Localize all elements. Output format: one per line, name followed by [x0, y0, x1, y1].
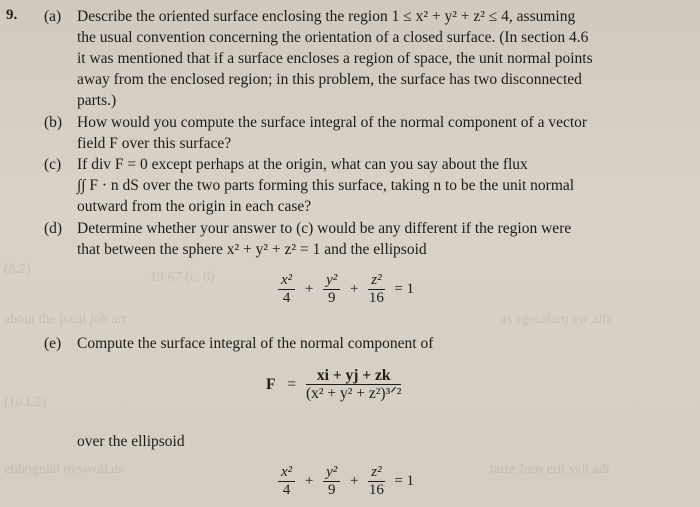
- equals-one: = 1: [394, 281, 415, 297]
- part-c-line: outward from the origin in each case?: [77, 198, 312, 215]
- plus-sign: +: [304, 281, 314, 297]
- ellipsoid-numerator: y²: [323, 272, 340, 290]
- field-denominator: (x² + y² + z²)³ᐟ²: [305, 385, 402, 402]
- ellipsoid-denominator: 16: [368, 290, 384, 306]
- part-d-label: (d): [44, 220, 63, 237]
- problem-number: 9.: [6, 7, 18, 23]
- ellipsoid-denominator: 9: [327, 482, 336, 498]
- ellipsoid-equation: [276, 272, 418, 307]
- part-a-line: Describe the oriented surface enclosing the region 1 ≤ x² + y² + z² ≤ 4, assuming: [77, 8, 576, 25]
- part-b-line: field F over this surface?: [77, 135, 232, 152]
- ellipsoid-numerator: x²: [278, 464, 295, 482]
- ellipsoid-denominator: 16: [368, 482, 384, 498]
- part-a-line: parts.): [77, 92, 117, 109]
- ellipsoid-denominator: 9: [327, 290, 336, 306]
- part-b-line: How would you compute the surface integral of the normal component of a vector: [77, 114, 588, 131]
- part-e-line: over the ellipsoid: [77, 433, 185, 450]
- part-c-line: ∫∫ F · n dS over the two parts forming this surface, taking n to be the unit normal: [77, 177, 575, 194]
- part-d-line: Determine whether your answer to (c) would be any different if the region were: [77, 220, 572, 237]
- plus-sign: +: [350, 473, 359, 489]
- part-d-line: that between the sphere x² + y² + z² = 1 and the ellipsoid: [77, 241, 427, 258]
- part-e-line: Compute the surface integral of the normal component of: [77, 335, 434, 352]
- field-equation: [262, 367, 403, 402]
- part-c-line: If div F = 0 except perhaps at the origin, what can you say about the flux: [77, 156, 528, 173]
- field-symbol: F: [266, 375, 276, 393]
- field-numerator: xi + yj + zk: [306, 367, 401, 385]
- part-b-label: (b): [44, 114, 63, 131]
- ellipsoid-numerator: z²: [368, 272, 384, 290]
- part-a-line: the usual convention concerning the orientation of a closed surface. (In section 4.6: [77, 29, 589, 46]
- part-a-line: away from the enclosed region; in this problem, the surface has two disconnected: [77, 71, 582, 88]
- ellipsoid-denominator: 4: [282, 482, 291, 498]
- ellipsoid-equation: [276, 464, 418, 499]
- ellipsoid-denominator: 4: [282, 290, 291, 306]
- part-a-line: it was mentioned that if a surface encloses a region of space, the unit normal points: [77, 50, 593, 67]
- ellipsoid-numerator: z²: [368, 464, 384, 482]
- equals-sign: =: [287, 375, 297, 393]
- textbook-page: (8.2) 19 67 (c, 6) about the local job art as agecalaro ew alfa (10 L2) elibogniai ovswoll.ds tarte Jnos erit svit adi 9. (a) Describe the oriented surface enclosing the region 1 ≤ x² + y² + z² ≤ 4, assuming the usual convention concerning the orientation of a closed surface. (In section 4.6 it was mentioned that if a surface encloses a region of space, the unit normal points away from the enclosed region; in this problem, the surface has two disconnected parts.) (b) How would you compute the surface integral of the normal component of a vector field F over this surface? (c) If div F = 0 except perhaps at the origin, what can you say about the flux ∫∫ F · n dS over the two parts forming this surface, taking n to be the unit normal outward from the origin in each case? (d) Determine whether your answer to (c) would be any different if the region were that between the sphere x² + y² + z² = 1 and the ellipsoid $\frac{\text{x²}}{4}$ + $\frac{\text{y²}}{9}$ + $\frac{\text{z²}}{16}$ = 1 (e) Compute the surface integral of the normal component of F = $\frac{xi + yj + zk}{\text{(x² + y² + z²)³ᐟ²}}$ over the ellipsoid $\frac{\text{x²}}{4}$ + $\frac{\text{y²}}{9}$ + $\frac{\text{z²}}{16}$ = 1: [0, 0, 700, 507]
- part-c-label: (c): [44, 156, 62, 173]
- ellipsoid-numerator: x²: [278, 272, 295, 290]
- part-a-label: (a): [44, 8, 62, 25]
- equals-one: = 1: [394, 473, 415, 489]
- plus-sign: +: [350, 281, 359, 297]
- part-e-label: (e): [44, 335, 62, 352]
- part-e-continued: [77, 431, 185, 452]
- plus-sign: +: [304, 473, 314, 489]
- ellipsoid-numerator: y²: [323, 464, 340, 482]
